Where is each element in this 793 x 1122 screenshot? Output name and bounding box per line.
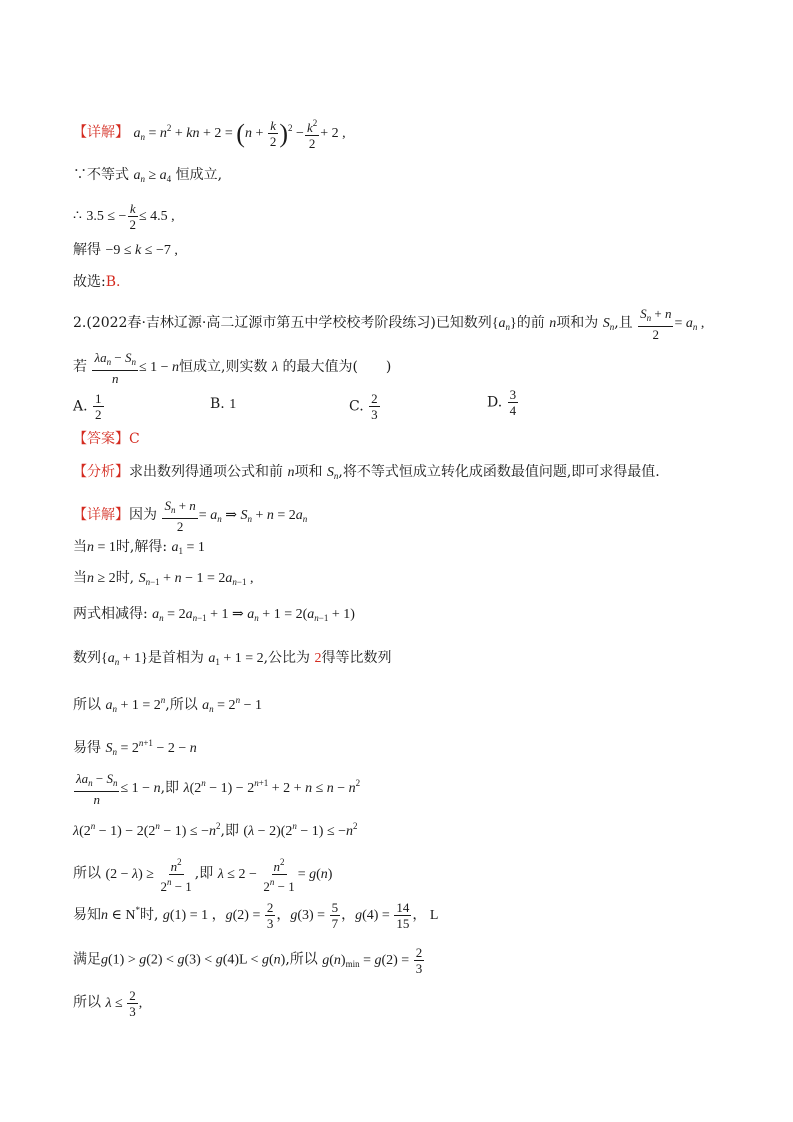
q2-stem-line-1	[73, 306, 704, 342]
easy-know-text: 易知	[73, 907, 101, 923]
lambda-bound: (2 − λ) ≥ $\frac{n^2}{2^n - 1}$	[105, 857, 192, 894]
sn-line	[73, 733, 197, 762]
sequence-an-plus-1: $\{a_n + 1\}$	[101, 651, 148, 667]
an-formula: $a_n = 2^n - 1$	[202, 695, 262, 714]
stem-text-g: 的最大值为( )	[282, 359, 392, 376]
geo-text-d: 得等比数列	[321, 650, 392, 666]
so-text: 所以	[73, 697, 101, 713]
n1-line	[73, 537, 205, 561]
option-c-den: 3	[371, 407, 378, 422]
option-b-letter: B.	[210, 396, 225, 412]
option-b[interactable]	[210, 394, 236, 415]
analysis-text-b: 项和	[294, 464, 323, 480]
option-c[interactable]	[349, 391, 381, 422]
analysis-text-a: 求出数列得通项公式和前	[129, 464, 283, 480]
question-source: (2022春·吉林辽源·高二辽源市第五中学校校考阶段练习)	[86, 315, 436, 332]
n-equals-1: n = 1	[87, 540, 116, 555]
stem-text-f: 恒成立,则实数	[179, 359, 268, 376]
because-line	[73, 165, 222, 189]
option-d[interactable]	[487, 387, 519, 418]
so-line	[73, 690, 262, 719]
geometric-line	[73, 648, 392, 672]
g-values: g(1) = 1 ，g(2) = $\frac{2}{3}$ ，g(3) = $\frac{5}{7}$ ，g(4) = $\frac{14}{15}$ ， L	[162, 900, 439, 932]
stem-text-e: 若	[73, 359, 87, 376]
option-a[interactable]	[73, 391, 105, 422]
satisfy-text: 满足	[73, 951, 101, 968]
option-a-num: 1	[95, 391, 102, 406]
option-b-value: 1	[229, 397, 237, 412]
inequality-expanded: $\lambda(2^n - 1) - 2^{n+1} + 2 + n \le n - n^2$	[183, 778, 361, 797]
geo-text-b: 是首相为	[147, 650, 204, 666]
k-range: −9 ≤ k ≤ −7 ,	[105, 243, 178, 258]
so-min-text: ,所以	[285, 951, 318, 968]
inequality-step-2: $(\lambda - 2)(2^n - 1) \le -n^2$	[243, 821, 358, 839]
stem-text-a: 已知数列	[435, 315, 492, 332]
final-text: 所以	[73, 994, 101, 1011]
g-function-line	[73, 855, 332, 894]
g-min-line	[73, 945, 425, 976]
derivation-formula: $\frac{S_n + n}{2}$ = $a_n$ ⇒ $S_n + n = 2a_n$	[164, 498, 308, 534]
option-c-letter: C.	[349, 398, 364, 415]
ie-text: ,即	[194, 865, 214, 882]
first-term: $a_1 + 1 = 2$	[208, 651, 264, 667]
g-definition: λ ≤ 2 − $\frac{n^2}{2^n - 1}$ = g(n)	[217, 857, 333, 894]
so-text: 所以	[73, 865, 101, 882]
lambda-max: λ ≤ $\frac{2}{3}$ ,	[105, 988, 143, 1019]
a1-value: $a_1 = 1$	[171, 540, 205, 556]
inequality-lhs: $\frac{\lambda a_n - S_n}{n}$ ≤ 1 − n	[76, 771, 161, 807]
sequence-an: $\{a_n\}$	[491, 316, 517, 333]
hold-text: 恒成立,	[175, 167, 223, 183]
var-n: n	[549, 316, 557, 332]
option-a-letter: A.	[73, 398, 88, 415]
because-text: 因为	[129, 507, 157, 524]
subtract-text: 两式相减得:	[73, 606, 148, 622]
when-text: 当	[73, 539, 87, 555]
subtract-line	[73, 604, 355, 628]
when-text-2: 时,	[139, 907, 159, 923]
choose-line	[73, 272, 120, 292]
sn-formula: $S_n = 2^{n+1} - 2 - n$	[105, 738, 197, 757]
therefore-symbol: ∴	[73, 207, 82, 224]
answer-line	[73, 429, 140, 449]
condition-formula: $\frac{S_n + n}{2}$ = $a_n$ ,	[640, 306, 705, 342]
solve-line	[73, 240, 178, 261]
recurrence-formula: $S_{n-1} + n - 1 = 2a_{n-1}$ ,	[138, 571, 254, 587]
inequality-simplify-line	[73, 816, 358, 842]
n-in-naturals: n ∈ N*	[101, 905, 140, 923]
option-d-den: 4	[509, 403, 517, 418]
stem-text-b: 的前	[516, 315, 545, 332]
therefore-line	[73, 201, 175, 232]
geo-text-c: ,公比为	[263, 650, 311, 666]
detail-line-2	[73, 498, 307, 534]
inequality-an-a4: $a_n \ge a_4$	[133, 168, 172, 184]
n2-line	[73, 568, 253, 592]
an-plus-1-formula: $a_n + 1 = 2^n$	[105, 695, 166, 714]
q2-stem-line-2	[73, 350, 391, 386]
g-order: g(1) > g(2) < g(3) < g(4)L < g(n)	[101, 952, 286, 968]
detail-label: 【详解】	[73, 124, 129, 141]
when-text: 当	[73, 570, 87, 586]
inequality-condition: $\frac{\lambda a_n - S_n}{n}$ ≤ 1 − n	[94, 350, 180, 386]
because-text: ∵不等式	[73, 167, 129, 183]
option-c-num: 2	[371, 391, 378, 406]
inequality-step-1: $\lambda(2^n - 1) - 2(2^n - 1) \le -n^2$	[73, 821, 221, 839]
question-number: 2.	[73, 315, 87, 332]
range-inequality: 3.5 ≤ − $\frac{k}{2}$ ≤ 4.5 ,	[86, 201, 175, 232]
g-min: $g(n)_{min} = g(2)$ = $\frac{2}{3}$	[322, 945, 423, 976]
analysis-label: 【分析】	[73, 464, 129, 480]
answer-label: 【答案】	[73, 431, 129, 447]
geo-ratio: 2	[314, 651, 322, 666]
easy-text: 易得	[73, 740, 101, 756]
option-a-den: 2	[95, 407, 102, 422]
var-sn: $S_n$	[326, 465, 339, 481]
var-n: n	[287, 465, 295, 480]
formula-an-expansion: $a_n = n^2$ + kn + 2 = (n + $\frac{k}{2}$ )$^2$ − $\frac{k^2}{2}$ + 2 ,	[133, 118, 346, 151]
option-d-num: 3	[509, 387, 517, 402]
analysis-line	[73, 462, 660, 486]
analysis-text-c: ,将不等式恒成立转化成函数最值问题,即可求得最值.	[338, 464, 660, 480]
final-line	[73, 988, 142, 1019]
subtract-formula: $a_n = 2a_{n-1} + 1$ ⇒ $a_n + 1 = 2(a_{n-1} + 1)$	[152, 607, 355, 623]
ie-text: ,即	[220, 823, 239, 839]
so-text-2: ,所以	[165, 697, 198, 713]
var-sn: $S_n$	[602, 316, 615, 333]
g-values-line	[73, 900, 438, 931]
detail-label: 【详解】	[73, 507, 129, 524]
n2-text: 时,	[115, 570, 135, 586]
n1-text: 时,解得:	[115, 539, 168, 555]
answer-value: C	[129, 431, 140, 447]
detail-line-1	[73, 116, 346, 151]
ie-text: ,即	[160, 780, 180, 797]
var-lambda: λ	[271, 360, 279, 376]
stem-text-d: ,且	[614, 315, 633, 332]
n-geq-2: n ≥ 2	[87, 571, 116, 586]
solve-text: 解得	[73, 242, 101, 258]
option-d-letter: D.	[487, 394, 503, 411]
stem-text-c: 项和为	[556, 315, 599, 332]
inequality-transform-line	[73, 771, 360, 807]
geo-text-a: 数列	[73, 650, 101, 666]
choose-label: 故选:	[73, 274, 106, 290]
choose-value: B.	[105, 274, 121, 290]
